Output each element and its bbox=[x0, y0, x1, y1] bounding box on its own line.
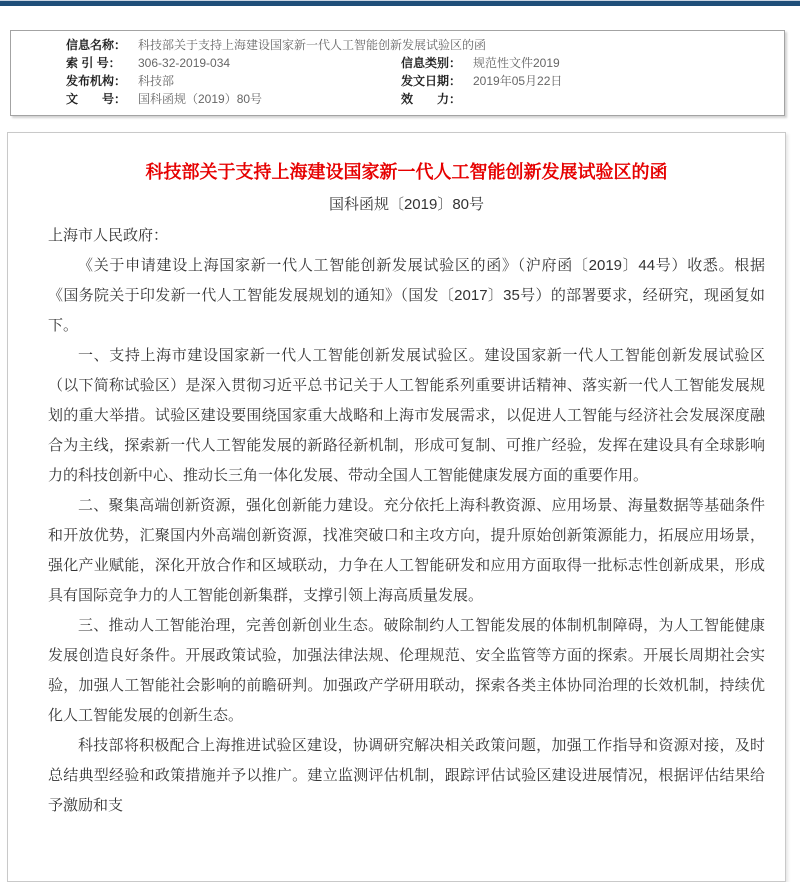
document-number: 国科函规〔2019〕80号 bbox=[328, 196, 485, 213]
info-value-doc-number: 国科函规（2019）80号 bbox=[138, 92, 263, 106]
document-paragraph: 科技部将积极配合上海推进试验区建设，协调研究解决相关政策问题，加强工作指导和资源对接，及时总结典型经验和政策措施并予以推广。建立监测评估机制，跟踪评估试验区建设进展情况，根据评估结果给予激励和支 bbox=[48, 737, 765, 814]
info-grid bbox=[66, 37, 774, 108]
info-value-issue-date: 2019年05月22日 bbox=[473, 74, 563, 88]
document-body-panel bbox=[7, 132, 786, 882]
info-label-issuing-agency: 发布机构： bbox=[66, 74, 127, 88]
info-value-validity bbox=[473, 91, 774, 108]
info-label-name: 信息名称： bbox=[66, 38, 127, 52]
info-label-category: 信息类别： bbox=[401, 56, 462, 70]
info-label-issue-date: 发文日期： bbox=[401, 74, 462, 88]
info-label-validity: 效 力： bbox=[401, 92, 462, 106]
top-accent-bar bbox=[0, 0, 800, 6]
info-value-category: 规范性文件2019 bbox=[473, 56, 560, 70]
info-value-issuing-agency: 科技部 bbox=[138, 74, 175, 88]
info-label-index-number: 索 引 号： bbox=[66, 56, 121, 70]
document-info-panel bbox=[10, 30, 785, 116]
info-value-name: 科技部关于支持上海建设国家新一代人工智能创新发展试验区的函 bbox=[138, 38, 487, 52]
document-paragraph: 《关于申请建设上海国家新一代人工智能创新发展试验区的函》（沪府函〔2019〕44号）收悉。根据《国务院关于印发新一代人工智能发展规划的通知》（国发〔2017〕35号）的部署要求，经研究，现函复如下。 bbox=[48, 257, 765, 334]
info-label-doc-number: 文 号： bbox=[66, 92, 127, 106]
document-text bbox=[48, 221, 765, 821]
document-paragraph: 三、推动人工智能治理，完善创新创业生态。破除制约人工智能发展的体制机制障碍，为人工智能健康发展创造良好条件。开展政策试验，加强法律法规、伦理规范、安全监管等方面的探索。开展长周期社会实验，加强人工智能社会影响的前瞻研判。加强政产学研用联动，探索各类主体协同治理的长效机制，持续优化人工智能发展的创新生态。 bbox=[48, 617, 765, 724]
document-title: 科技部关于支持上海建设国家新一代人工智能创新发展试验区的函 bbox=[145, 162, 668, 182]
document-paragraph: 二、聚集高端创新资源，强化创新能力建设。充分依托上海科教资源、应用场景、海量数据等基础条件和开放优势，汇聚国内外高端创新资源，找准突破口和主攻方向，提升原始创新策源能力，拓展应用场景，强化产业赋能，深化开放合作和区域联动，力争在人工智能研发和应用方面取得一批标志性创新成果，形成具有国际竞争力的人工智能创新集群，支撑引领上海高质量发展。 bbox=[48, 497, 765, 604]
info-value-index-number: 306-32-2019-034 bbox=[138, 56, 231, 70]
salutation: 上海市人民政府： bbox=[48, 227, 169, 244]
document-paragraph: 一、支持上海市建设国家新一代人工智能创新发展试验区。建设国家新一代人工智能创新发展试验区（以下简称试验区）是深入贯彻习近平总书记关于人工智能系列重要讲话精神、落实新一代人工智能发展规划的重大举措。试验区建设要围绕国家重大战略和上海市发展需求，以促进人工智能与经济社会发展深度融合为主线，探索新一代人工智能发展的新路径新机制，形成可复制、可推广经验，发挥在建设具有全球影响力的科技创新中心、推动长三角一体化发展、带动全国人工智能健康发展方面的重要作用。 bbox=[48, 347, 765, 484]
